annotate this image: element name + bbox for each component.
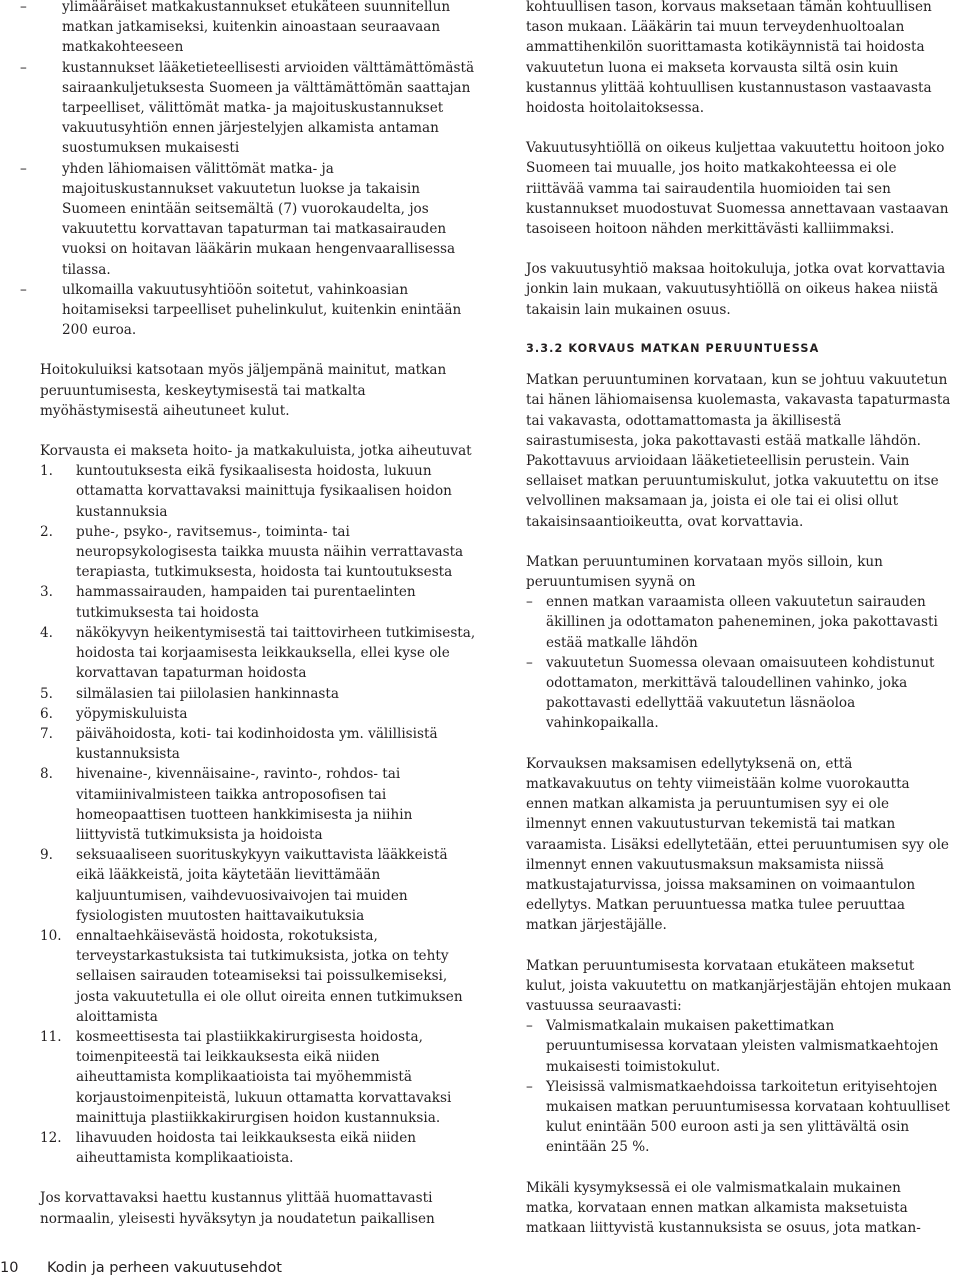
list-item (40, 704, 478, 724)
additional-costs-list (40, 0, 478, 340)
list-item (40, 724, 478, 764)
list-item (40, 845, 478, 926)
list-item: – ulkomailla vakuutusyhtiöön soitetut, vahinkoasian hoitamiseksi tarpeelliset puhelinkulut, kuitenkin enintään 200 euroa. (40, 280, 478, 341)
item-text: hammassairauden, hampaiden tai purentaelinten tutkimuksesta tai hoidosta (76, 584, 416, 621)
section-heading: 3.3.2 KORVAUS MATKAN PERUUNTUESSA (526, 341, 820, 355)
item-number: 12. (40, 1129, 62, 1146)
list-item: – Yleisissä valmismatkaehdoissa tarkoitetun erityisehtojen mukaisen matkan peruuntumisessa korvataan kohtuulliset kulut enintään 500 euroon asti ja sen ylittävältä osin enintään 25 %. (526, 1077, 952, 1158)
exclusions-list (40, 461, 478, 1168)
list-item: – ylimääräiset matkakustannukset etukäteen suunnitellun matkan jatkamiseksi, kuitenkin ainoastaan seuraavaan matkakohteeseen (40, 0, 478, 58)
item-number: 11. (40, 1028, 62, 1045)
item-number: 9. (40, 847, 53, 864)
list-item: – yhden lähiomaisen välittömät matka- ja majoituskustannukset vakuutetun luokse ja takaisin Suomeen enintään seitsemältä (7) vuorokaudelta, jos vakuutettu korvattavan tapaturman tai matkasairauden vuoksi on hoitavan lääkärin mukaan hengenvaarallisessa tilassa. (40, 159, 478, 280)
left-column (40, 0, 478, 1229)
item-number: 3. (40, 584, 53, 601)
paragraph: kohtuullisen tason, korvaus maksetaan tämän kohtuullisen tason mukaan. Lääkärin tai muun terveydenhuoltoalan ammattihenkilön suorittamasta kotikäynnistä tai hoidosta vakuutetun luona ei makseta korvausta siltä osin kuin kustannus ylittää kohtuullisen kustannustason vastaavasta hoidosta hoitolaitoksessa. (526, 0, 932, 117)
list-item (40, 623, 478, 684)
paragraph: Matkan peruuntumisesta korvataan etukäteen maksetut kulut, joista vakuutettu on matkanjärjestäjän ehtojen mukaan vastuussa seuraavasti: (526, 957, 952, 1014)
item-number: 7. (40, 725, 53, 742)
list-item (40, 582, 478, 622)
item-text: puhe-, psyko-, ravitsemus-, toiminta- tai neuropsykologisesta taikka muusta näihin verrattavasta terapiasta, tutkimuksesta, hoidosta tai kuntoutuksesta (76, 523, 464, 581)
list-item: – kustannukset lääketieteellisesti arvioiden välttämättömästä sairaankuljetuksesta Suomeen ja välttämättömän saattajan tarpeelliset, välittömät matka- ja majoituskustannukset vakuutusyhtiön ennen järjestelyjen alkamista antaman suostumuksen mukaisesti (40, 58, 478, 159)
prepaid-costs-list (526, 1016, 952, 1157)
paragraph: Matkan peruuntuminen korvataan, kun se johtuu vakuutetun tai hänen lähiomaisensa kuolemasta, vakavasta tapaturmasta tai vakavasta, odottamattomasta ja äkillisestä sairastumisesta, joka pakottavasti estää matkalle lähdön. Pakottavuus arvioidaan lääketieteellisin perustein. Vain sellaiset matkan peruuntumiskulut, jotka vakuutettu on itse velvollinen maksamaan ja, joista ei ole tai ei olisi ollut takaisinsaantioikeutta, ovat korvattavia. (526, 372, 951, 530)
item-number: 5. (40, 685, 53, 702)
list-item (40, 926, 478, 1027)
cancellation-reasons-list (526, 592, 952, 733)
publication-title: Kodin ja perheen vakuutusehdot (47, 1260, 282, 1276)
list-item (40, 684, 478, 704)
item-number: 6. (40, 705, 53, 722)
item-text: näkökyvyn heikentymisestä tai taittovirheen tutkimisesta, hoidosta tai korjaamisesta leikkauksella, ellei kyse ole korvattavan tapaturman hoidosta (76, 624, 476, 682)
item-text: ennaltaehkäisevästä hoidosta, rokotuksista, terveystarkastuksista tai tutkimuksista, jotka on tehty sellaisen sairauden toteamiseksi tai poissulkemiseksi, josta vakuutetulla ei ole ollut oireita ennen tutkimuksen aloittamista (76, 927, 463, 1025)
paragraph: Vakuutusyhtiöllä on oikeus kuljettaa vakuutettu hoitoon joko Suomeen tai muualle, jos hoito matkakohteessa ei ole riittävää vamma tai sairaudentila huomioiden tai sen kustannukset muodostuvat Suomessa annettavaan vastaavan tasoiseen hoitoon nähden merkittävästi kalliimmaksi. (526, 140, 949, 238)
list-item (40, 764, 478, 845)
item-number: 8. (40, 766, 53, 783)
item-text: yöpymiskuluista (76, 705, 188, 722)
right-column (526, 0, 952, 1238)
item-number: 4. (40, 624, 53, 641)
paragraph: Korvausta ei makseta hoito- ja matkakuluista, jotka aiheutuvat (40, 443, 472, 460)
list-item (40, 1027, 478, 1128)
list-item: – ennen matkan varaamista olleen vakuutetun sairauden äkillinen ja odottamaton paheneminen, joka pakottavasti estää matkalle lähdön (526, 592, 952, 653)
paragraph: Hoitokuluiksi katsotaan myös jäljempänä mainitut, matkan peruuntumisesta, keskeytymisestä tai matkalta myöhästymisestä aiheutuneet kulut. (40, 362, 447, 419)
paragraph: Mikäli kysymyksessä ei ole valmismatkalain mukainen matka, korvataan ennen matkan alkamista maksetuista matkaan liittyvistä kustannuksista se osuus, jota matkan- (526, 1179, 921, 1236)
item-text: lihavuuden hoidosta tai leikkauksesta eikä niiden aiheuttamista komplikaatioista. (76, 1129, 417, 1167)
item-number: 10. (40, 927, 62, 944)
paragraph: Korvauksen maksamisen edellytyksenä on, että matkavakuutus on tehty viimeistään kolme vuorokautta ennen matkan alkamista ja peruuntumisen syy ei ole ilmennyt ennen vakuutusturvan tekemistä tai matkan varaamista. Lisäksi edellytetään, ettei peruuntumisen syy ole ilmennyt ennen vakuutusmaksun maksamista niissä matkustajaturvissa, joissa maksaminen on voimaantulon edellytys. Matkan peruuntuessa matka tulee peruuttaa matkan järjestäjälle. (526, 755, 949, 934)
list-item (40, 522, 478, 583)
item-text: kosmeettisesta tai plastiikkakirurgisesta hoidosta, toimenpiteestä tai leikkauksesta eikä niiden aiheuttamista komplikaatioista tai myöhemmistä korjaustoimenpiteistä, lukuun ottamatta korvattavaksi mainittuja plastiikkakirurgisen hoidon kustannuksia. (76, 1028, 452, 1126)
item-text: hivenaine-, kivennäisaine-, ravinto-, rohdos- tai vitamiinivalmisteen taikka antroposofisen tai homeopaattisen tuotteen hankkimisesta ja niihin liittyvistä tutkimuksista ja hoidoista (76, 766, 413, 843)
item-number: 1. (40, 463, 53, 480)
paragraph: Matkan peruuntuminen korvataan myös silloin, kun peruuntumisen syynä on (526, 553, 883, 591)
list-item (40, 461, 478, 522)
paragraph: Jos vakuutusyhtiö maksaa hoitokuluja, jotka ovat korvattavia jonkin lain mukaan, vakuutusyhtiöllä on oikeus hakea niistä takaisin lain mukainen osuus. (526, 261, 946, 318)
item-text: seksuaaliseen suorituskykyyn vaikuttavista lääkkeistä eikä lääkkeistä, joita käytetään lievittämään kaljuuntumisen, vaihdevuosivaivojen tai muiden fysiologisten muutosten haittavaikutuksia (76, 847, 448, 924)
item-text: kuntoutuksesta eikä fysikaalisesta hoidosta, lukuun ottamatta korvattavaksi mainittuja fysikaalisen hoidon kustannuksia (76, 463, 452, 520)
item-number: 2. (40, 523, 53, 540)
item-text: silmälasien tai piilolasien hankinnasta (76, 685, 339, 702)
list-item: – Valmismatkalain mukaisen pakettimatkan peruuntumisessa korvataan yleisten valmismatkaehtojen mukaisesti toimistokulut. (526, 1016, 952, 1077)
list-item (40, 1128, 478, 1168)
paragraph: Jos korvattavaksi haettu kustannus ylittää huomattavasti normaalin, yleisesti hyväksytyn ja noudatetun paikallisen (40, 1190, 435, 1227)
item-text: päivähoidosta, koti- tai kodinhoidosta ym. välillisistä kustannuksista (76, 725, 438, 763)
page-number: 10 (0, 1260, 19, 1276)
list-item: – vakuutetun Suomessa olevaan omaisuuteen kohdistunut odottamaton, merkittävä taloudellinen vahinko, joka pakottavasti edellyttää vakuutetun läsnäoloa vahinkopaikalla. (526, 653, 952, 734)
